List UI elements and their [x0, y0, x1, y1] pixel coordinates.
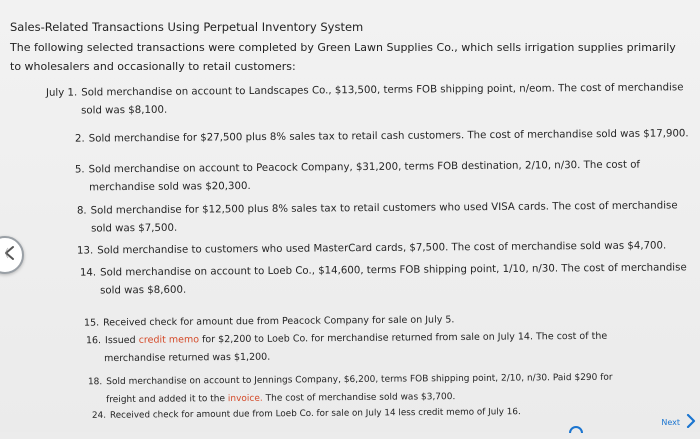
transaction-18	[88, 369, 613, 410]
transaction-text: Received check for amount due from Peacock Company for sale on July 5.	[103, 314, 455, 329]
transaction-number: 2.	[74, 133, 85, 145]
transaction-text-c: The cost of merchandise sold was $3,700.	[265, 392, 456, 404]
transaction-number: 15.	[83, 317, 100, 329]
transaction-text: Received check for amount due from Loeb Co. for sale on July 14 less credit memo of July 16.	[109, 407, 521, 421]
transaction-july-1	[46, 79, 684, 121]
transaction-number: 14.	[79, 267, 97, 279]
transaction-text: Sold merchandise on account to Peacock Company, $31,200, terms FOB destination, 2/10, n/30. The cost of	[88, 159, 641, 176]
transaction-13	[77, 237, 666, 260]
chevron-right-icon	[686, 414, 696, 430]
transaction-text-cont: sold was $8,600.	[100, 284, 187, 297]
transaction-number: 16.	[85, 335, 102, 347]
transaction-16	[86, 328, 608, 369]
transaction-number: 13.	[76, 245, 94, 257]
transaction-text-cont: merchandise sold was $20,300.	[89, 180, 251, 194]
transaction-text: Sold merchandise on account to Landscapes Co., $13,500, terms FOB shipping point, n/eom. The cost of merchandise	[81, 82, 684, 99]
transaction-number: 24.	[91, 410, 107, 421]
invoice-link[interactable]: invoice.	[227, 393, 263, 405]
transaction-24	[92, 403, 521, 425]
next-button[interactable]	[636, 414, 696, 430]
transaction-text: Sold merchandise on account to Loeb Co., $14,600, terms FOB shipping point, 1/10, n/30. The cost of merchandise	[100, 262, 687, 279]
page-title: Sales-Related Transactions Using Perpetual Inventory System	[10, 20, 364, 34]
transaction-text: Sold merchandise for $27,500 plus 8% sales tax to retail cash customers. The cost of merchandise sold was $17,900.	[88, 128, 689, 145]
transaction-text-a: freight and added it to the	[106, 394, 226, 406]
loading-icon	[568, 420, 584, 432]
transaction-5	[75, 157, 640, 198]
transaction-number: 5.	[74, 164, 85, 176]
transaction-text: Sold merchandise for $12,500 plus 8% sales tax to retail customers who used VISA cards. The cost of merchandise	[90, 200, 678, 217]
transaction-text: Sold merchandise on account to Jennings Company, $6,200, terms FOB shipping point, 2/10, n/30. Paid $290 for	[106, 372, 613, 388]
transaction-number: July 1.	[45, 87, 78, 99]
transaction-text-cont: sold was $8,100.	[81, 104, 168, 117]
intro-text: The following selected transactions were completed by Green Lawn Supplies Co., which sells irrigation supplies primarily to wholesalers and occasionally to retail customers:	[10, 41, 676, 73]
credit-memo-link[interactable]: credit memo	[138, 334, 200, 346]
transaction-text-cont: merchandise returned was $1,200.	[104, 351, 271, 365]
back-button[interactable]	[0, 236, 24, 274]
transaction-text: Sold merchandise to customers who used MasterCard cards, $7,500. The cost of merchandise sold was $4,700.	[97, 240, 667, 257]
transaction-2	[75, 125, 689, 148]
transaction-text-a: Issued	[104, 334, 136, 347]
chevron-left-icon	[2, 245, 16, 265]
transaction-number: 8.	[76, 205, 87, 217]
transaction-text-c: for $2,200 to Loeb Co. for merchandise returned from sale on July 14. The cost of the	[202, 330, 608, 346]
transaction-number: 18.	[87, 377, 103, 388]
transaction-8	[77, 197, 678, 238]
transaction-text-cont: sold was $7,500.	[91, 222, 178, 235]
next-label: Next	[661, 417, 680, 427]
transaction-14	[80, 259, 687, 300]
